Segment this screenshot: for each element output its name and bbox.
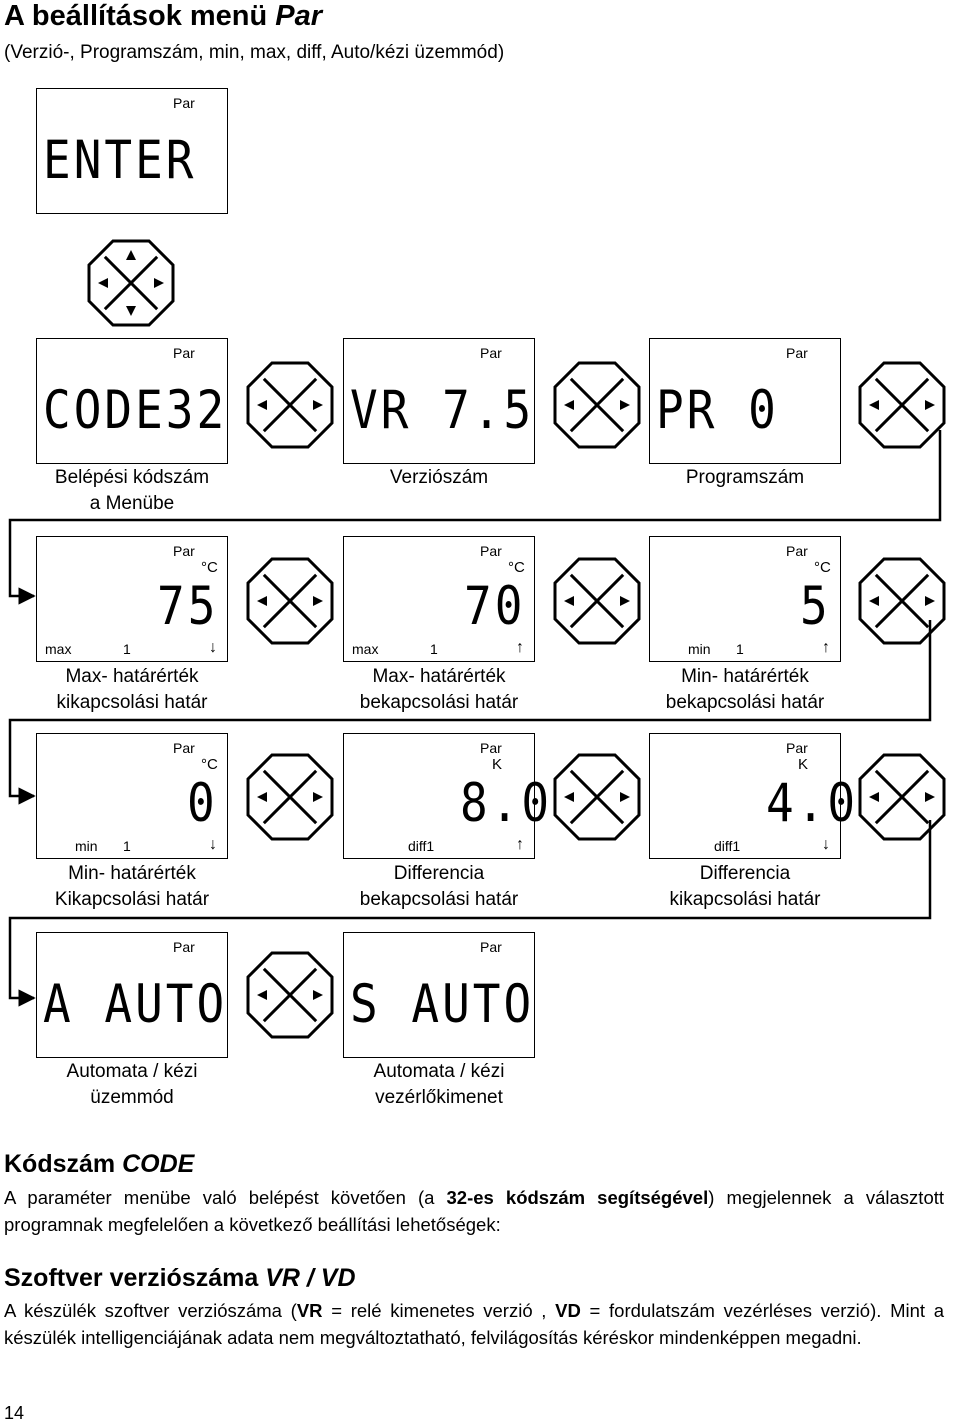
- title-text: A beállítások menü: [4, 0, 276, 32]
- caption-a-auto: Automata / kézi üzemmód: [66, 1061, 198, 1108]
- lcd-text: CODE32: [43, 378, 228, 441]
- switch-off-icon: ↓: [209, 836, 217, 853]
- caption-code: Belépési kódszám a Menübe: [54, 467, 210, 514]
- lcd-value: 8.0: [460, 771, 553, 834]
- par-label: Par: [173, 740, 195, 756]
- unit-label: °C: [508, 559, 525, 576]
- caption-diff-off: Differencia kikapcsolási határ: [669, 863, 821, 910]
- lcd-value: 0: [187, 771, 218, 834]
- caption-min-on: Min- határérték bekapcsolási határ: [665, 666, 825, 713]
- lcd-value: 70: [464, 574, 526, 637]
- switch-on-icon: ↑: [822, 639, 830, 656]
- caption-version: Verziószám: [389, 467, 489, 488]
- caption-min-off: Min- határérték Kikapcsolási határ: [54, 863, 210, 910]
- param-index: 1: [123, 641, 131, 657]
- par-label: Par: [173, 95, 195, 111]
- caption-program: Programszám: [685, 467, 805, 488]
- caption-s-auto: Automata / kézi vezérlőkimenet: [373, 1061, 505, 1108]
- unit-label: K: [492, 756, 503, 773]
- switch-off-icon: ↓: [209, 639, 217, 656]
- param-label: min: [75, 838, 98, 854]
- unit-label: °C: [201, 559, 218, 576]
- param-index: 1: [736, 641, 744, 657]
- caption-max-off: Max- határérték kikapcsolási határ: [56, 666, 208, 713]
- par-label: Par: [480, 939, 502, 955]
- param-label: diff1: [408, 838, 435, 854]
- param-label: max: [352, 641, 379, 657]
- heading-version: Szoftver verziószáma VR / VD: [4, 1264, 356, 1292]
- par-label: Par: [786, 345, 808, 361]
- par-label: Par: [173, 939, 195, 955]
- lcd-value: 75: [157, 574, 219, 637]
- title-italic: Par: [275, 0, 323, 32]
- heading-code: Kódszám CODE: [4, 1150, 195, 1178]
- unit-label: K: [798, 756, 809, 773]
- paragraph-version: A készülék szoftver verziószáma (VR = relé kimenetes verzió , VD = fordulatszám vezérléses verzió). Mint a készülék intelligenciájának adata nem megváltoztatható, felvilágosítás kéréskor mindenképpen megadni.: [4, 1300, 945, 1348]
- unit-label: °C: [201, 756, 218, 773]
- lcd-text: A AUTO: [43, 972, 228, 1035]
- lcd-value: 5: [800, 574, 831, 637]
- lcd-text: PR 0: [656, 378, 779, 441]
- lcd-text: VR 7.5: [350, 378, 535, 441]
- caption-diff-on: Differencia bekapcsolási határ: [359, 863, 519, 910]
- par-label: Par: [480, 345, 502, 361]
- param-index: 1: [430, 641, 438, 657]
- lcd-value: 4.0: [766, 771, 859, 834]
- par-label: Par: [173, 345, 195, 361]
- par-label: Par: [480, 543, 502, 559]
- par-label: Par: [786, 740, 808, 756]
- par-label: Par: [173, 543, 195, 559]
- param-index: 1: [123, 838, 131, 854]
- switch-off-icon: ↓: [822, 836, 830, 853]
- page-subtitle: (Verzió-, Programszám, min, max, diff, Auto/kézi üzemmód): [4, 42, 505, 63]
- page-number: 14: [4, 1403, 25, 1423]
- param-label: max: [45, 641, 72, 657]
- lcd-text: ENTER: [43, 128, 197, 191]
- switch-on-icon: ↑: [516, 836, 524, 853]
- switch-on-icon: ↑: [516, 639, 524, 656]
- par-label: Par: [480, 740, 502, 756]
- lcd-text: S AUTO: [350, 972, 535, 1035]
- param-label: diff1: [714, 838, 741, 854]
- unit-label: °C: [814, 559, 831, 576]
- paragraph-code: A paraméter menübe való belépést követően (a 32-es kódszám segítségével) megjelennek a választott programnak megfelelően a következő beállítási lehetőségek:: [4, 1187, 945, 1235]
- caption-max-on: Max- határérték bekapcsolási határ: [359, 666, 519, 713]
- par-label: Par: [786, 543, 808, 559]
- param-label: min: [688, 641, 711, 657]
